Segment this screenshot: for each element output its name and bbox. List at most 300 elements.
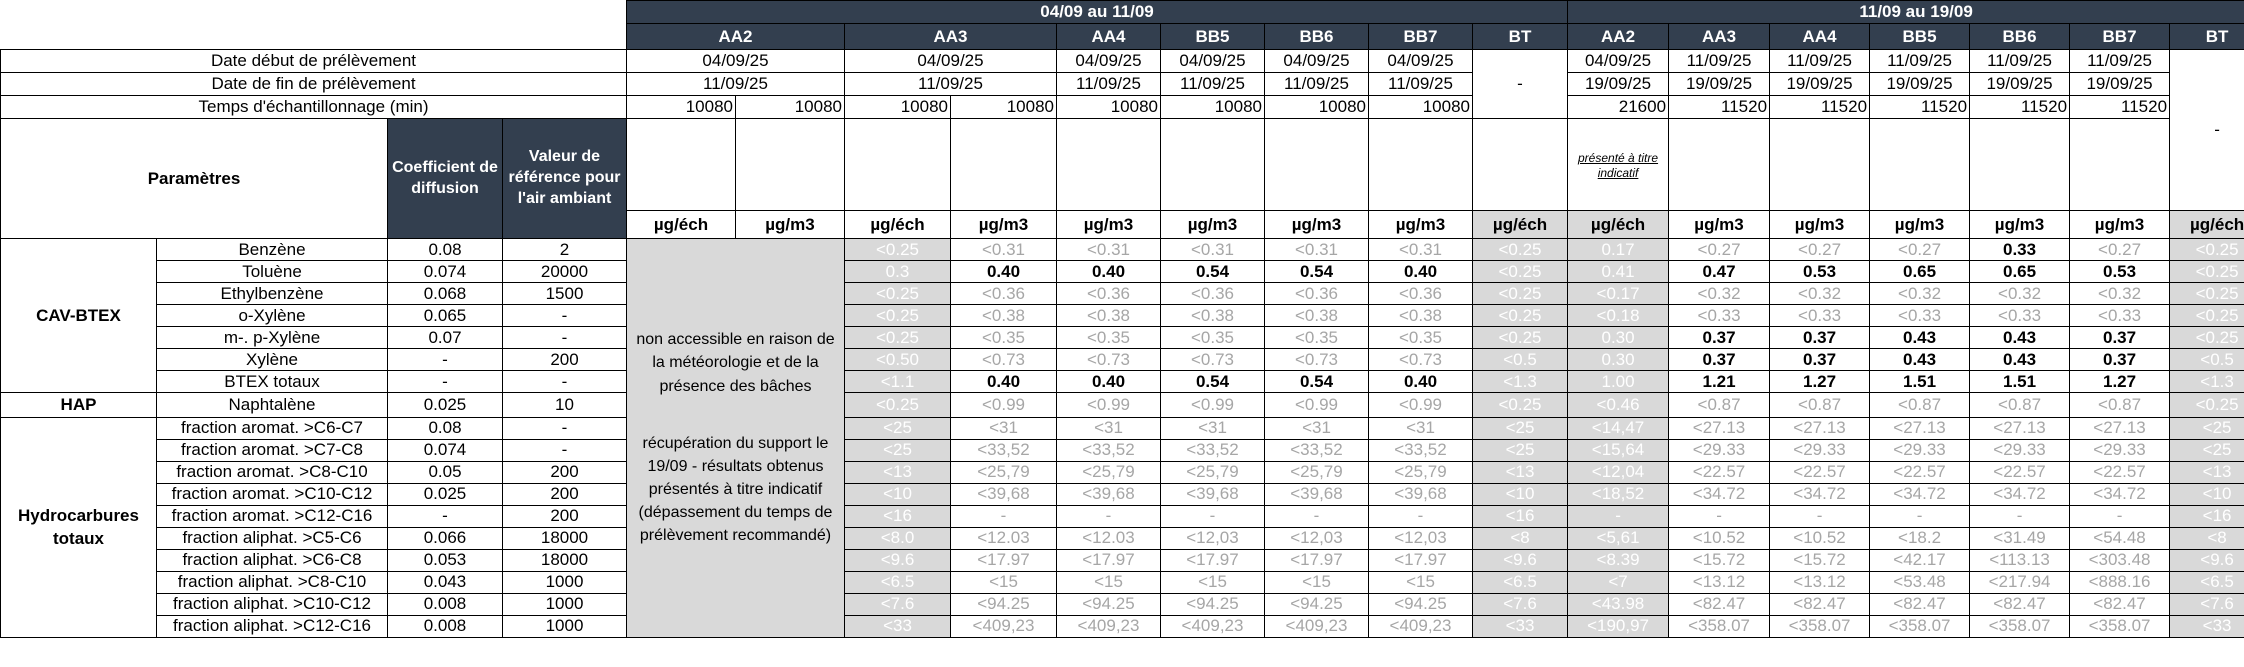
- value-cell: <888.16: [2070, 571, 2170, 593]
- unit-cell: µg/m3: [1970, 211, 2070, 239]
- value-cell: <0.31: [1161, 239, 1265, 261]
- value-cell: 0.54: [1265, 261, 1369, 283]
- value-cell: <15.72: [1770, 549, 1870, 571]
- value-cell: <13: [845, 461, 951, 483]
- param-name: Xylène: [157, 349, 388, 371]
- value-cell: <8: [1473, 527, 1568, 549]
- value-cell: <0.35: [951, 327, 1057, 349]
- value-cell: <0.31: [1369, 239, 1473, 261]
- value-cell: <0.87: [1870, 393, 1970, 418]
- value-cell: -: [1161, 505, 1265, 527]
- value-cell: <0.38: [1265, 305, 1369, 327]
- loc-header: BB6: [1970, 24, 2070, 50]
- date-cell: 04/09/25: [1057, 50, 1161, 73]
- empty-cell: [1265, 119, 1369, 211]
- value-cell: <9.6: [1473, 549, 1568, 571]
- value-cell: <0.25: [845, 393, 951, 418]
- value-cell: <0.5: [1473, 349, 1568, 371]
- value-cell: <13.12: [1669, 571, 1770, 593]
- temps-cell: 11520: [1669, 96, 1770, 119]
- unit-cell: µg/m3: [736, 211, 845, 239]
- value-cell: -: [951, 505, 1057, 527]
- value-cell: -: [2070, 505, 2170, 527]
- value-cell: 0.40: [1369, 371, 1473, 393]
- empty-cell: [1473, 119, 1568, 211]
- value-cell: 0.40: [951, 261, 1057, 283]
- value-cell: <0.36: [1057, 283, 1161, 305]
- row-label-temps: Temps d'échantillonnage (min): [1, 96, 627, 119]
- param-name: BTEX totaux: [157, 371, 388, 393]
- value-cell: <82.47: [1870, 593, 1970, 615]
- table-row: [1, 593, 2244, 615]
- value-cell: <33,52: [1265, 439, 1369, 461]
- value-cell: <53.48: [1870, 571, 1970, 593]
- value-cell: <10.52: [1770, 527, 1870, 549]
- value-cell: <22.57: [1870, 461, 1970, 483]
- value-cell: <22.57: [1770, 461, 1870, 483]
- ref-cell: -: [503, 439, 627, 461]
- value-cell: 0.41: [1568, 261, 1669, 283]
- date-cell: 04/09/25: [1568, 50, 1669, 73]
- table-row: [1, 305, 2244, 327]
- ref-cell: 200: [503, 349, 627, 371]
- ref-cell: 20000: [503, 261, 627, 283]
- bt-dash-1: -: [1473, 50, 1568, 119]
- value-cell: <12.03: [951, 527, 1057, 549]
- coef-cell: 0.05: [388, 461, 503, 483]
- value-cell: <358.07: [1870, 615, 1970, 637]
- ref-cell: 1000: [503, 615, 627, 637]
- date-cell: 04/09/25: [1161, 50, 1265, 73]
- table-row: [1, 283, 2244, 305]
- empty-cell: [1970, 119, 2070, 211]
- value-cell: 0.40: [951, 371, 1057, 393]
- indicatif-note: [1568, 119, 1669, 211]
- value-cell: <39,68: [1057, 483, 1161, 505]
- value-cell: <0.99: [1161, 393, 1265, 418]
- date-cell: 11/09/25: [1669, 50, 1770, 73]
- unit-cell: µg/m3: [1057, 211, 1161, 239]
- value-cell: <25: [1473, 417, 1568, 439]
- value-cell: <0.25: [845, 305, 951, 327]
- empty-cell: [1369, 119, 1473, 211]
- value-cell: <13: [2170, 461, 2244, 483]
- value-cell: <0.25: [2170, 239, 2244, 261]
- value-cell: <12.03: [1057, 527, 1161, 549]
- value-cell: <0.99: [1265, 393, 1369, 418]
- value-cell: -: [1669, 505, 1770, 527]
- loc-header: AA4: [1057, 24, 1161, 50]
- coef-cell: 0.07: [388, 327, 503, 349]
- value-cell: <27.13: [1770, 417, 1870, 439]
- value-cell: 0.37: [1669, 349, 1770, 371]
- value-cell: 1.51: [1970, 371, 2070, 393]
- bt-dash-2: -: [2170, 50, 2244, 211]
- param-name: o-Xylène: [157, 305, 388, 327]
- unit-cell: µg/éch: [2170, 211, 2244, 239]
- value-cell: <0.46: [1568, 393, 1669, 418]
- value-cell: <358.07: [1669, 615, 1770, 637]
- value-cell: 1.27: [1770, 371, 1870, 393]
- value-cell: <82.47: [1669, 593, 1770, 615]
- value-cell: <12,03: [1265, 527, 1369, 549]
- value-cell: 0.3: [845, 261, 951, 283]
- value-cell: <409,23: [951, 615, 1057, 637]
- empty-cell: [845, 119, 951, 211]
- value-cell: <27.13: [2070, 417, 2170, 439]
- value-cell: <12,04: [1568, 461, 1669, 483]
- value-cell: <43.98: [1568, 593, 1669, 615]
- table-row: [1, 615, 2244, 637]
- family-btex: CAV-BTEX: [1, 239, 157, 393]
- row-label-date-debut: Date début de prélèvement: [1, 50, 627, 73]
- empty-cell: [1161, 119, 1265, 211]
- value-cell: <10: [2170, 483, 2244, 505]
- value-cell: <22.57: [1970, 461, 2070, 483]
- value-cell: <15: [1161, 571, 1265, 593]
- value-cell: <17.97: [1057, 549, 1161, 571]
- value-cell: <0.27: [1770, 239, 1870, 261]
- temps-cell: 10080: [627, 96, 736, 119]
- value-cell: <0.50: [845, 349, 951, 371]
- table-row: [1, 261, 2244, 283]
- value-cell: <9.6: [2170, 549, 2244, 571]
- indicatif-text: présenté à titre indicatif: [1578, 150, 1659, 181]
- param-name: Naphtalène: [157, 393, 388, 418]
- value-cell: <82.47: [1970, 593, 2070, 615]
- value-cell: <1.3: [2170, 371, 2244, 393]
- value-cell: <0.32: [1970, 283, 2070, 305]
- table-row: [1, 527, 2244, 549]
- value-cell: <113.13: [1970, 549, 2070, 571]
- value-cell: <5,61: [1568, 527, 1669, 549]
- value-cell: <31: [1161, 417, 1265, 439]
- date-cell: 11/09/25: [1161, 73, 1265, 96]
- value-cell: <12,03: [1161, 527, 1265, 549]
- value-cell: 0.54: [1161, 261, 1265, 283]
- value-cell: <15: [951, 571, 1057, 593]
- value-cell: <7.6: [845, 593, 951, 615]
- param-name: fraction aromat. >C7-C8: [157, 439, 388, 461]
- value-cell: <0.35: [1265, 327, 1369, 349]
- date-cell: 04/09/25: [1369, 50, 1473, 73]
- value-cell: <18,52: [1568, 483, 1669, 505]
- value-cell: <0.27: [2070, 239, 2170, 261]
- row-label-date-fin: Date de fin de prélèvement: [1, 73, 627, 96]
- loc-header: BB5: [1870, 24, 1970, 50]
- value-cell: <18.2: [1870, 527, 1970, 549]
- value-cell: <6.5: [845, 571, 951, 593]
- param-name: fraction aliphat. >C6-C8: [157, 549, 388, 571]
- value-cell: 0.43: [1870, 349, 1970, 371]
- empty-cell: [627, 119, 736, 211]
- param-name: fraction aliphat. >C5-C6: [157, 527, 388, 549]
- coef-cell: -: [388, 371, 503, 393]
- value-cell: 0.30: [1568, 349, 1669, 371]
- value-cell: <0.18: [1568, 305, 1669, 327]
- ref-cell: 1000: [503, 593, 627, 615]
- coef-header: Coefficient de diffusion: [388, 119, 503, 239]
- loc-header: AA2: [627, 24, 845, 50]
- table-row: [1, 439, 2244, 461]
- coef-cell: 0.025: [388, 393, 503, 418]
- table-row: [1, 393, 2244, 418]
- value-cell: 0.40: [1057, 261, 1161, 283]
- loc-header: BB7: [1369, 24, 1473, 50]
- value-cell: <0.31: [951, 239, 1057, 261]
- value-cell: 0.65: [1970, 261, 2070, 283]
- temps-cell: 11520: [1970, 96, 2070, 119]
- value-cell: <25: [845, 417, 951, 439]
- value-cell: <16: [2170, 505, 2244, 527]
- value-cell: <25: [2170, 439, 2244, 461]
- value-cell: 0.37: [1770, 349, 1870, 371]
- value-cell: <6.5: [2170, 571, 2244, 593]
- value-cell: <10: [1473, 483, 1568, 505]
- temps-cell: 10080: [951, 96, 1057, 119]
- ref-cell: -: [503, 371, 627, 393]
- loc-header: AA2: [1568, 24, 1669, 50]
- param-name: fraction aromat. >C6-C7: [157, 417, 388, 439]
- value-cell: <0.17: [1568, 283, 1669, 305]
- unit-cell: µg/m3: [1369, 211, 1473, 239]
- date-cell: 04/09/25: [627, 50, 845, 73]
- value-cell: <0.99: [951, 393, 1057, 418]
- value-cell: <0.5: [2170, 349, 2244, 371]
- value-cell: <0.35: [1057, 327, 1161, 349]
- coef-cell: 0.008: [388, 593, 503, 615]
- value-cell: <9.6: [845, 549, 951, 571]
- date-cell: 19/09/25: [1970, 73, 2070, 96]
- empty-cell: [2070, 119, 2170, 211]
- unit-cell: µg/m3: [1161, 211, 1265, 239]
- value-cell: 0.40: [1369, 261, 1473, 283]
- value-cell: 0.33: [1970, 239, 2070, 261]
- unit-cell: µg/éch: [1568, 211, 1669, 239]
- value-cell: <0.25: [1473, 283, 1568, 305]
- loc-header: BT: [2170, 24, 2244, 50]
- value-cell: <0.32: [1669, 283, 1770, 305]
- date-cell: 11/09/25: [845, 73, 1057, 96]
- value-cell: <29.33: [1970, 439, 2070, 461]
- param-name: fraction aliphat. >C12-C16: [157, 615, 388, 637]
- temps-cell: 10080: [1265, 96, 1369, 119]
- value-cell: <190,97: [1568, 615, 1669, 637]
- value-cell: <27.13: [1970, 417, 2070, 439]
- value-cell: <0.25: [845, 283, 951, 305]
- coef-cell: 0.008: [388, 615, 503, 637]
- ref-cell: 200: [503, 505, 627, 527]
- date-cell: 11/09/25: [1870, 50, 1970, 73]
- value-cell: <33,52: [1369, 439, 1473, 461]
- value-cell: -: [1870, 505, 1970, 527]
- value-cell: 0.37: [1770, 327, 1870, 349]
- unit-cell: µg/éch: [627, 211, 736, 239]
- temps-cell: 11520: [1770, 96, 1870, 119]
- unit-cell: µg/m3: [1265, 211, 1369, 239]
- value-cell: <0.25: [1473, 305, 1568, 327]
- value-cell: <14,47: [1568, 417, 1669, 439]
- value-cell: <409,23: [1057, 615, 1161, 637]
- value-cell: <7.6: [2170, 593, 2244, 615]
- loc-header: AA3: [845, 24, 1057, 50]
- value-cell: <0.25: [1473, 393, 1568, 418]
- value-cell: <42.17: [1870, 549, 1970, 571]
- temps-cell: 10080: [736, 96, 845, 119]
- value-cell: <16: [1473, 505, 1568, 527]
- date-cell: 04/09/25: [1265, 50, 1369, 73]
- value-cell: <0.33: [1970, 305, 2070, 327]
- value-cell: <25: [1473, 439, 1568, 461]
- note-spacer: [631, 398, 840, 432]
- unit-cell: µg/éch: [845, 211, 951, 239]
- empty-cell: [951, 119, 1057, 211]
- table-row: [1, 371, 2244, 393]
- value-cell: <34.72: [1770, 483, 1870, 505]
- coef-cell: 0.053: [388, 549, 503, 571]
- value-cell: <0.32: [1770, 283, 1870, 305]
- value-cell: 0.40: [1057, 371, 1161, 393]
- param-name: fraction aromat. >C10-C12: [157, 483, 388, 505]
- ref-cell: 200: [503, 483, 627, 505]
- value-cell: <17.97: [1369, 549, 1473, 571]
- value-cell: <13.12: [1770, 571, 1870, 593]
- value-cell: <22.57: [2070, 461, 2170, 483]
- value-cell: <0.25: [845, 239, 951, 261]
- value-cell: <409,23: [1161, 615, 1265, 637]
- value-cell: <0.33: [1669, 305, 1770, 327]
- value-cell: 1.21: [1669, 371, 1770, 393]
- value-cell: <0.38: [1161, 305, 1265, 327]
- param-name: Benzène: [157, 239, 388, 261]
- value-cell: <358.07: [2070, 615, 2170, 637]
- value-cell: <39,68: [951, 483, 1057, 505]
- temps-cell: 21600: [1568, 96, 1669, 119]
- value-cell: <8.0: [845, 527, 951, 549]
- value-cell: -: [1970, 505, 2070, 527]
- value-cell: <6.5: [1473, 571, 1568, 593]
- table-row: [1, 549, 2244, 571]
- coef-cell: 0.043: [388, 571, 503, 593]
- value-cell: <0.73: [951, 349, 1057, 371]
- value-cell: 0.53: [1770, 261, 1870, 283]
- value-cell: <409,23: [1369, 615, 1473, 637]
- ref-header: Valeur de référence pour l'air ambiant: [503, 119, 627, 239]
- date-cell: 11/09/25: [1057, 73, 1161, 96]
- value-cell: <39,68: [1369, 483, 1473, 505]
- value-cell: <25: [2170, 417, 2244, 439]
- value-cell: <34.72: [1870, 483, 1970, 505]
- value-cell: <82.47: [2070, 593, 2170, 615]
- temps-cell: 10080: [1161, 96, 1265, 119]
- value-cell: <0.32: [2070, 283, 2170, 305]
- value-cell: <29.33: [1770, 439, 1870, 461]
- date-cell: 11/09/25: [1770, 50, 1870, 73]
- date-cell: 11/09/25: [1970, 50, 2070, 73]
- date-cell: 19/09/25: [1770, 73, 1870, 96]
- value-cell: <54.48: [2070, 527, 2170, 549]
- date-cell: 19/09/25: [2070, 73, 2170, 96]
- table-row: [1, 327, 2244, 349]
- empty-cell: [1770, 119, 1870, 211]
- value-cell: <22.57: [1669, 461, 1770, 483]
- value-cell: -: [1057, 505, 1161, 527]
- value-cell: <0.73: [1057, 349, 1161, 371]
- value-cell: <25,79: [1161, 461, 1265, 483]
- unit-cell: µg/m3: [2070, 211, 2170, 239]
- ref-cell: 1000: [503, 571, 627, 593]
- value-cell: <0.32: [1870, 283, 1970, 305]
- value-cell: <0.38: [1057, 305, 1161, 327]
- empty-cell: [736, 119, 845, 211]
- value-cell: <25: [845, 439, 951, 461]
- value-cell: <16: [845, 505, 951, 527]
- value-cell: <29.33: [2070, 439, 2170, 461]
- loc-header: AA3: [1669, 24, 1770, 50]
- value-cell: <31: [1057, 417, 1161, 439]
- ref-cell: 10: [503, 393, 627, 418]
- empty-cell: [1057, 119, 1161, 211]
- value-cell: <94.25: [1057, 593, 1161, 615]
- value-cell: <13: [1473, 461, 1568, 483]
- value-cell: <0.33: [1770, 305, 1870, 327]
- param-name: fraction aromat. >C12-C16: [157, 505, 388, 527]
- coef-cell: 0.065: [388, 305, 503, 327]
- temps-cell: 10080: [1057, 96, 1161, 119]
- value-cell: 0.37: [1669, 327, 1770, 349]
- temps-cell: 11520: [1870, 96, 1970, 119]
- aa2-note: [627, 239, 845, 638]
- date-cell: 11/09/25: [627, 73, 845, 96]
- value-cell: <17.97: [951, 549, 1057, 571]
- loc-header: AA4: [1770, 24, 1870, 50]
- value-cell: <0.31: [1057, 239, 1161, 261]
- note-p1: non accessible en raison de la météorologie et de la présence des bâches: [636, 331, 835, 395]
- value-cell: <0.99: [1057, 393, 1161, 418]
- unit-cell: µg/m3: [951, 211, 1057, 239]
- note-p2: récupération du support le 19/09 - résultats obtenus présentés à titre indicatif (dépassement du temps de prélèvement recommandé): [638, 434, 833, 545]
- table-row: [1, 571, 2244, 593]
- value-cell: 1.27: [2070, 371, 2170, 393]
- value-cell: <0.38: [1369, 305, 1473, 327]
- empty-cell: [1870, 119, 1970, 211]
- value-cell: <25,79: [1369, 461, 1473, 483]
- value-cell: 0.37: [2070, 327, 2170, 349]
- value-cell: 0.65: [1870, 261, 1970, 283]
- value-cell: <34.72: [1970, 483, 2070, 505]
- value-cell: <0.35: [1161, 327, 1265, 349]
- value-cell: <15,64: [1568, 439, 1669, 461]
- temps-cell: 11520: [2070, 96, 2170, 119]
- value-cell: 0.43: [1870, 327, 1970, 349]
- temps-cell: 10080: [1369, 96, 1473, 119]
- loc-header: BB5: [1161, 24, 1265, 50]
- param-name: Toluène: [157, 261, 388, 283]
- value-cell: <10: [845, 483, 951, 505]
- period-header-1: 04/09 au 11/09: [627, 1, 1568, 24]
- loc-header: BB7: [2070, 24, 2170, 50]
- table-row: [1, 239, 2244, 261]
- value-cell: <0.36: [1369, 283, 1473, 305]
- ref-cell: 200: [503, 461, 627, 483]
- value-cell: -: [1568, 505, 1669, 527]
- value-cell: <0.25: [1473, 327, 1568, 349]
- value-cell: <31.49: [1970, 527, 2070, 549]
- value-cell: <0.25: [2170, 261, 2244, 283]
- param-name: fraction aliphat. >C8-C10: [157, 571, 388, 593]
- coef-cell: 0.08: [388, 239, 503, 261]
- value-cell: <33,52: [1161, 439, 1265, 461]
